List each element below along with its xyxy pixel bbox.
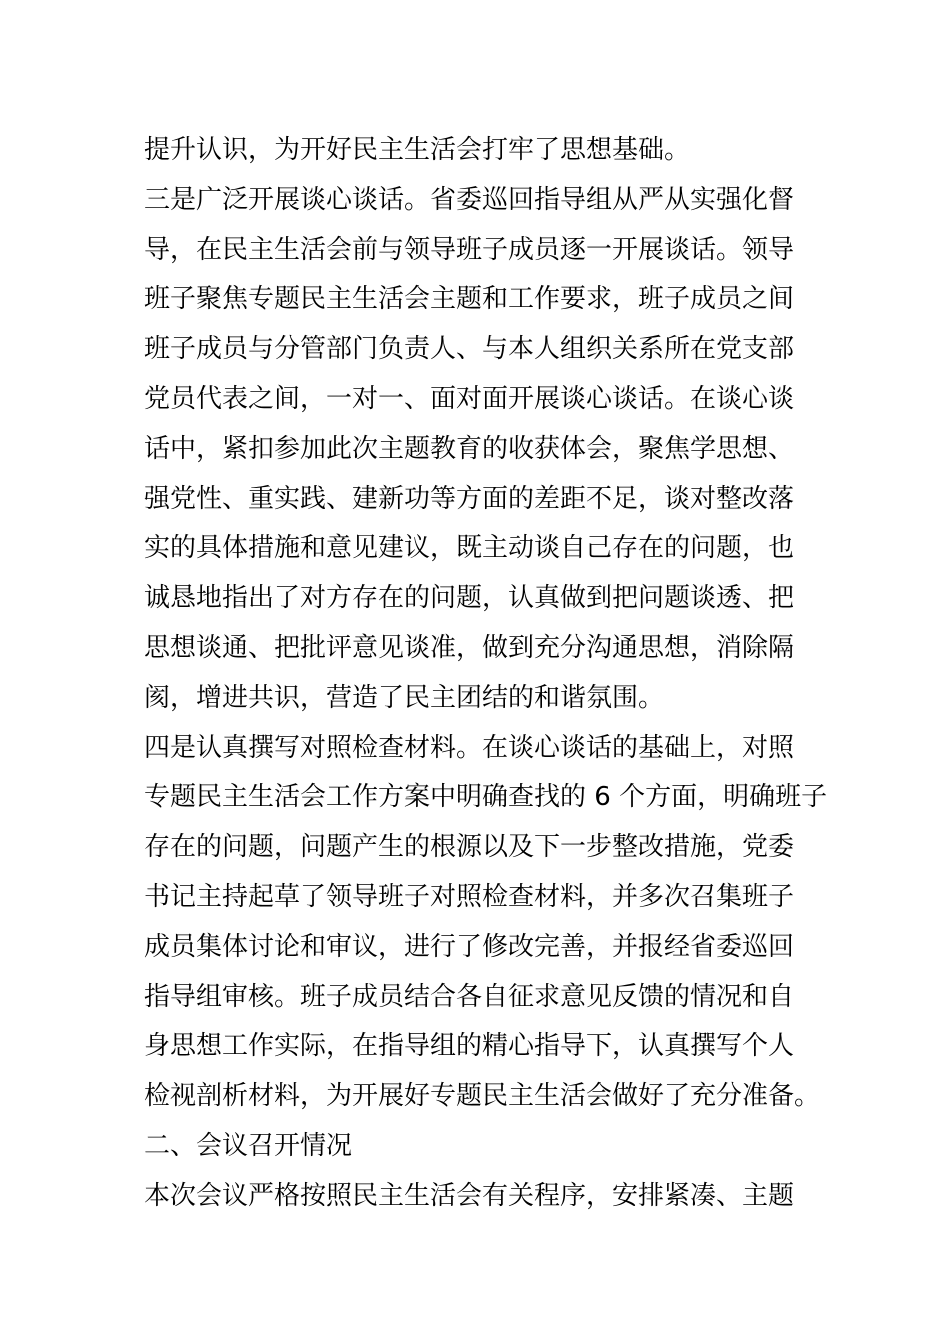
text-line: 诚恳地指出了对方存在的问题，认真做到把问题谈透、把 [144,583,795,614]
text-line: 班子聚焦专题民主生活会主题和工作要求，班子成员之间 [144,284,795,315]
text-line: 专题民主生活会工作方案中明确查找的 6 个方面，明确班子 [144,782,828,813]
text-line: 本次会议严格按照民主生活会有关程序，安排紧凑、主题 [144,1180,795,1211]
text-line: 检视剖析材料，为开展好专题民主生活会做好了充分准备。 [144,1081,821,1112]
text-line: 强党性、重实践、建新功等方面的差距不足，谈对整改落 [144,483,795,514]
section-heading: 二、会议召开情况 [144,1130,353,1161]
text-line: 存在的问题，问题产生的根源以及下一步整改措施，党委 [144,832,795,863]
text-line: 成员集体讨论和审议，进行了修改完善，并报经省委巡回 [144,931,795,962]
body-text [144,126,828,1222]
text-line: 话中，紧扣参加此次主题教育的收获体会，聚焦学思想、 [144,433,795,464]
text-line: 三是广泛开展谈心谈话。省委巡回指导组从严从实强化督 [144,184,795,215]
text-line: 阂，增进共识，营造了民主团结的和谐氛围。 [144,682,665,713]
text-line: 思想谈通、把批评意见谈准，做到充分沟通思想，消除隔 [144,632,795,663]
text-line: 指导组审核。班子成员结合各自征求意见反馈的情况和自 [144,981,795,1012]
text-line: 班子成员与分管部门负责人、与本人组织关系所在党支部 [144,334,795,365]
text-line: 导，在民主生活会前与领导班子成员逐一开展谈话。领导 [144,234,795,265]
text-line: 身思想工作实际，在指导组的精心指导下，认真撰写个人 [144,1031,795,1062]
text-line: 书记主持起草了领导班子对照检查材料，并多次召集班子 [144,881,795,912]
text-line: 提升认识，为开好民主生活会打牢了思想基础。 [144,135,691,165]
text-line: 四是认真撰写对照检查材料。在谈心谈话的基础上，对照 [144,732,795,763]
text-line: 党员代表之间，一对一、面对面开展谈心谈话。在谈心谈 [144,383,795,414]
text-line: 实的具体措施和意见建议，既主动谈自己存在的问题，也 [144,533,795,564]
